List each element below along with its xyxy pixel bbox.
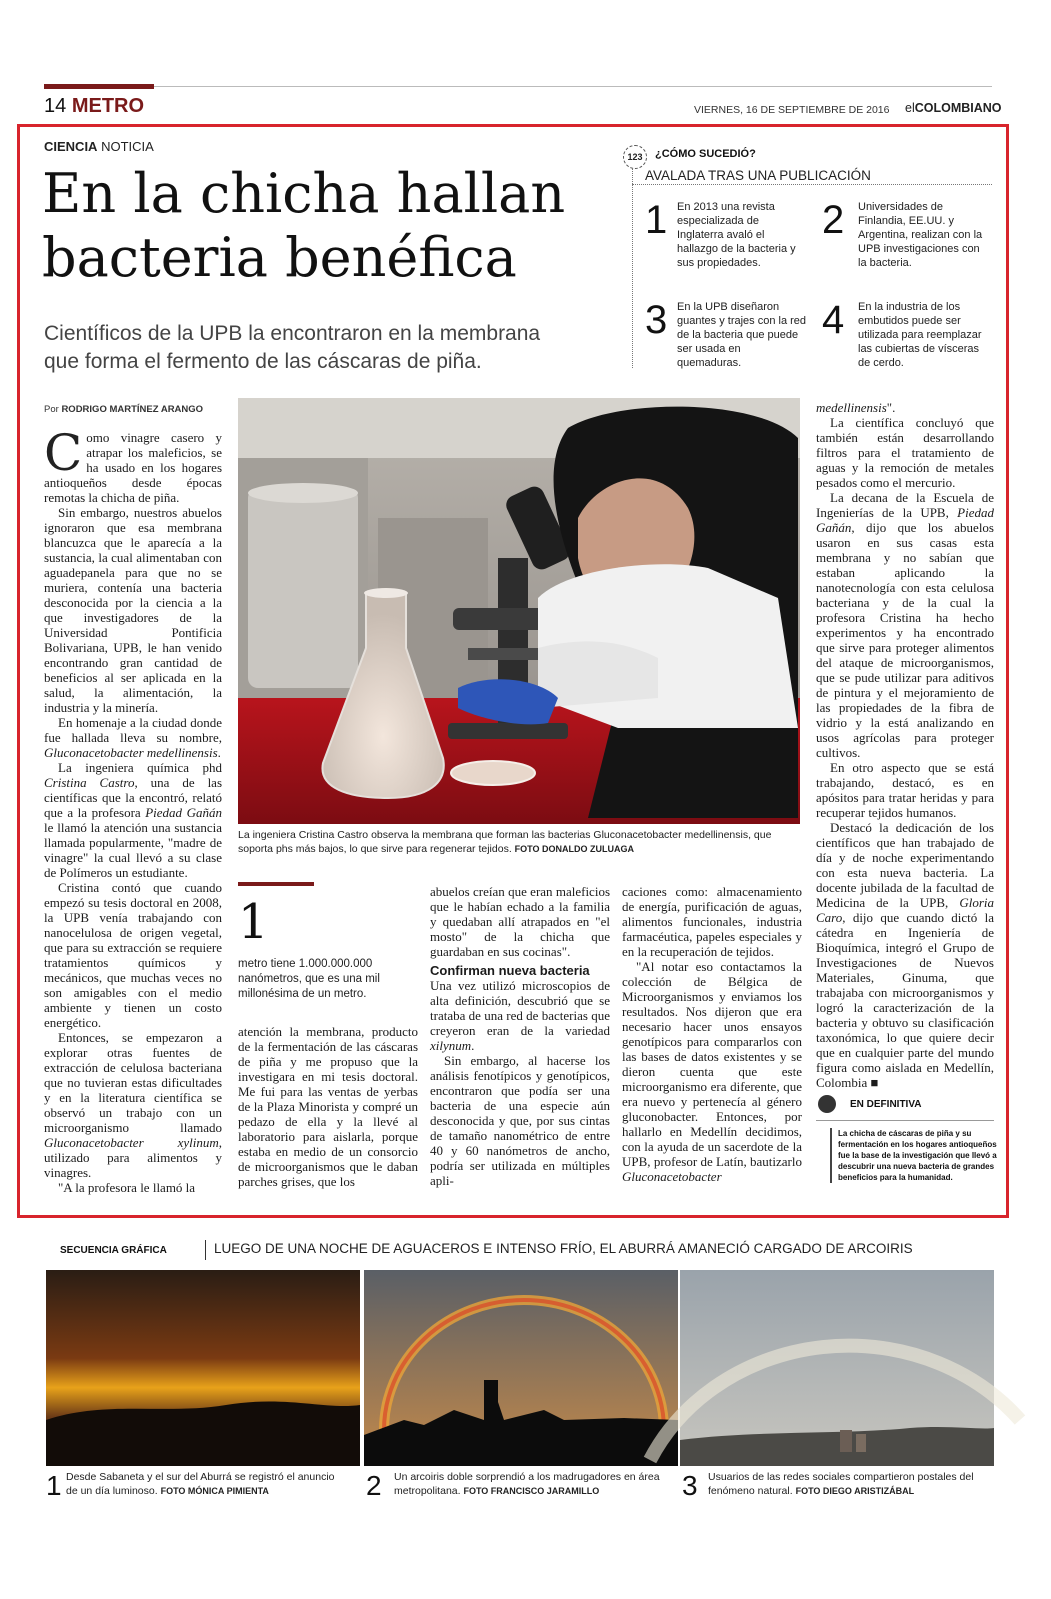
definitiva-rule [816, 1120, 994, 1121]
deck-line-1: Científicos de la UPB la encontraron en la membrana [44, 322, 541, 345]
article-kicker [44, 139, 154, 154]
photo-credit: FOTO MÓNICA PIMIENTA [160, 1486, 269, 1496]
end-mark-icon: ■ [870, 1075, 879, 1090]
paragraph-text: omo vinagre casero y atrapar los maleficios, se ha usado en los hogares antioqueños desde épocas remotas la chicha de piña. [44, 430, 222, 505]
article-column-4 [622, 884, 802, 1204]
paragraph: caciones como: almacenamiento de energía, purificación de aguas, alimentos funcionales, industria farmacéutica, papeles especiales y en la recuperación de tejidos. [622, 884, 802, 959]
sidebar-badge: 123 [623, 145, 647, 169]
page-number: 14 [44, 95, 67, 117]
step-number: 1 [645, 198, 668, 242]
caption-text: Un arcoiris doble sorprendió a los madrugadores en área metropolitana. [394, 1471, 660, 1497]
paragraph [816, 400, 994, 415]
sunrise-photo [46, 1270, 360, 1466]
paragraph-text: , dijo que los abuelos usaron en sus casas esta membrana y no sabían que estaban aplicando la nanotecnología con esta celulosa bacteriana y de la cual la profesora Cristina ha hecho experimentos y ha encontrado que sirve para proteger alimentos del ataque de microorganismos, que se pude utilizar para aditivos de pintura y el mejoramiento de las propiedades de la fibra de vidrio y la está analizando en usos agrícolas para proteger cultivos. [816, 520, 994, 760]
caption-text: Usuarios de las redes sociales compartieron postales del fenómeno natural. [708, 1471, 974, 1497]
step-text: En la industria de los embutidos puede ser utilizada para reemplazar las cubiertas de vísceras de cerdo. [858, 301, 982, 369]
paragraph-text: , una de las científicas que la encontró, relató que a la profesora [44, 775, 223, 820]
rainbow-photo [364, 1270, 678, 1466]
paragraph-text: En homenaje a la ciudad donde fue hallada lleva su nombre, [44, 715, 222, 745]
brand-prefix: el [905, 101, 915, 115]
headline [42, 162, 602, 290]
paragraph: Cristina contó que cuando empezó su tesis doctoral en 2008, la UPB venía trabajando con nanocelulosa de origen vegetal, que para su extracción se requiere tratamientos químicos y mecánicos, que muchas veces no son amigables con el medio ambiente y tienen un costo energético. [44, 880, 222, 1030]
byline-prefix: Por [44, 404, 59, 415]
paragraph [44, 1030, 222, 1180]
lab-photo [238, 398, 800, 824]
definitiva-icon [818, 1095, 836, 1113]
paragraph [622, 959, 802, 1184]
sequence-caption-2 [394, 1470, 666, 1498]
sequence-photo-2 [364, 1270, 678, 1466]
subheading: Confirman nueva bacteria [430, 963, 590, 978]
step-number: 2 [822, 198, 845, 242]
caption-text: Desde Sabaneta y el sur del Aburrá se registró el anuncio de un día luminoso. [66, 1471, 335, 1497]
drop-cap: C [44, 424, 83, 482]
paragraph-text: "Al notar eso contactamos la colección de Bélgica de Microorganismos y enviamos los resultados. Nos dijeron que era necesario hacer unos ensayos genotípicos para compararlos con las bases de datos existentes y se dieron cuenta que este microorganismo era diferente, que era nuevo y pertenecía al género gluconobacter. Entonces, por hallarlo en Medellín decidimos, con la ayuda de un sacerdote de la UPB, profesor de Latín, bautizarlo [622, 959, 802, 1169]
sequence-caption-1 [66, 1470, 338, 1498]
article-column-3 [430, 884, 610, 1204]
issue-date: VIERNES, 16 DE SEPTIEMBRE DE 2016 [694, 104, 890, 116]
kicker-rest: NOTICIA [101, 139, 154, 154]
person-name: Piedad Gañán [816, 505, 994, 535]
person-name: Gloria Caro [816, 895, 994, 925]
paragraph: Sin embargo, nuestros abuelos ignoraron que esa membrana blancuzca que le aparecía a la sustancia, la cual alimentaban con aguadepanela para que no se muriera, contenía una bacteria desconocida por la ciencia a la que investigadores de la Universidad Pontificia Bolivariana, UPB, le han venido encontrando gran cantidad de beneficios al ser aplicada en la salud, la alimentación, la industria y la minería. [44, 505, 222, 715]
kicker-bold: CIENCIA [44, 139, 98, 154]
paragraph-text: Entonces, se empezaron a explorar otras fuentes de extracción de celulosa bacteriana que no tuvieran estas dificultades y en la literatura científica se observó un trabajo con un microorganismo llamado [44, 1030, 222, 1135]
header-rule [44, 86, 992, 87]
paragraph-text: Destacó la dedicación de los científicos que han trabajado de día y de noche experimentando con esta nueva bacteria. La docente jubilada de la facultad de Medicina de la UPB, [816, 820, 994, 910]
paragraph: Sin embargo, al hacerse los análisis fenotípicos y genotípicos, encontraron que podía ser una bacteria de una especie aún desconocida y que, por sus cintas de tamaño nanométrico de entre 40 y 60 nanómetros de ancho, podría ser utilizada en múltiples apli- [430, 1053, 610, 1188]
person-name: Piedad Gañán [145, 805, 222, 820]
article-column-1 [44, 424, 223, 1200]
sidebar-divider [632, 184, 992, 185]
step-text: En la UPB diseñaron guantes y trajes con la red de la bacteria que puede ser usada en quemaduras. [677, 301, 807, 369]
photo-caption [238, 828, 798, 856]
headline-line-2: bacteria benéfica [42, 226, 517, 289]
photo-credit: FOTO DONALDO ZULUAGA [514, 844, 634, 854]
paragraph: "A la profesora le llamó la [58, 1180, 196, 1195]
fact-text: metro tiene 1.000.000.000 nanómetros, que es una mil millonésima de un metro. [238, 958, 380, 1000]
fact-rule [238, 882, 314, 886]
sequence-photo-3 [680, 1270, 994, 1466]
sequence-caption-3 [708, 1470, 980, 1498]
person-name: Cristina Castro [44, 775, 135, 790]
species-name: Gluconacetobacter medellinensis [44, 745, 218, 760]
paragraph [44, 424, 222, 505]
step-text: Universidades de Finlandia, EE.UU. y Argentina, realizan con la UPB investigaciones con la bacteria. [858, 201, 983, 269]
brand-name: COLOMBIANO [914, 101, 1002, 115]
paragraph: En otro aspecto que se está trabajando, destacó, es en apósitos para tratar heridas y para recuperar tejidos humanos. [816, 760, 994, 820]
species-name: Gluconacetobacter [622, 1169, 722, 1184]
city-rainbow-photo [680, 1270, 994, 1466]
paragraph-text: le llamó la atención una sustancia llamada popularmente, "madre de vinagre" la cual llevó a su clase de Polímeros un estudiante. [44, 820, 222, 880]
paragraph-text: La ingeniera química phd [58, 760, 222, 775]
paragraph [816, 820, 994, 1090]
paragraph-text: Una vez utilizó microscopios de alta definición, descubrió que se trataba de una red de bacterias que creyeron eran de la variedad [430, 978, 610, 1038]
headline-line-1: En la chicha hallan [42, 162, 566, 225]
step-number: 3 [645, 298, 668, 342]
paragraph: abuelos creían que eran maleficios que le habían echado a la familia y quedaban allí atrapados en "el mosto" de la chicha que guardaban en sus cocinas". [430, 884, 610, 959]
sequence-number-3: 3 [682, 1470, 698, 1501]
step-number: 4 [822, 298, 845, 342]
deck-line-2: que forma el fermento de las cáscaras de piña. [44, 350, 482, 373]
caption-text: La ingeniera Cristina Castro observa la membrana que forman las bacterias Gluconacetobacter medellinensis, que soporta phs más bajos, lo que sirve para regenerar tejidos. [238, 829, 772, 855]
article-column-2 [238, 1024, 418, 1204]
step-text: En 2013 una revista especializada de Inglaterra avaló el hallazgo de la bacteria y sus propiedades. [677, 201, 796, 269]
page-header-section [44, 95, 144, 118]
sequence-number-2: 2 [366, 1470, 382, 1501]
sidebar-title: ¿CÓMO SUCEDIÓ? [655, 148, 756, 160]
sequence-divider [205, 1240, 206, 1260]
paragraph-text: , dijo que cuando dictó la cátedra en Ingeniería de Bioquímica, integró el Grupo de Investigaciones de Nuevos Materiales, Ginuma, que trabajaba con microorganismos y logró la caracterización de la bacteria y obtuvo su clasificación taxonómica, lo que quiere decir que en cualquier parte del mundo figura como aislada en Medellín, Colombia [816, 910, 994, 1090]
newspaper-brand [905, 101, 1002, 115]
paragraph: La científica concluyó que también están desarrollando filtros para el tratamiento de aguas y la remoción de metales pesados como el mercurio. [816, 415, 994, 490]
sequence-number-1: 1 [46, 1470, 62, 1501]
species-name: xilynum [430, 1038, 472, 1053]
species-name: medellinensis [816, 400, 887, 415]
sidebar-vertical-rule [632, 168, 633, 368]
paragraph [816, 490, 994, 760]
lab-photo-illustration [238, 398, 800, 824]
fact-number: 1 [238, 894, 269, 950]
sidebar-subtitle: AVALADA TRAS UNA PUBLICACIÓN [645, 168, 871, 183]
article-column-5 [816, 400, 994, 1090]
header-accent-bar [44, 84, 154, 89]
sequence-kicker: SECUENCIA GRÁFICA [60, 1245, 167, 1256]
article-deck [44, 320, 614, 376]
definitiva-text: La chicha de cáscaras de piña y su fermentación en los hogares antioqueños fue la base de la investigación que llevó a descubrir una nueva bacteria de grandes beneficios para la humanidad. [830, 1128, 1002, 1183]
photo-credit: FOTO FRANCISCO JARAMILLO [463, 1486, 600, 1496]
paragraph [44, 760, 222, 880]
section-name: METRO [71, 95, 145, 117]
definitiva-title: EN DEFINITIVA [850, 1099, 922, 1110]
byline [44, 404, 203, 415]
paragraph-text: , utilizado para alimentos y vinagres. [44, 1135, 222, 1180]
paragraph-text: La decana de la Escuela de Ingenierías de la UPB, [816, 490, 994, 520]
paragraph: atención la membrana, producto de la fermentación de las cáscaras de piña y me propuso que la investigara en mi tesis doctoral. Me fui para las ventas de yerbas de la Plaza Minorista y compré un pedazo de ella y la llevé al laboratorio para aislarla, porque estaba en medio de un consorcio de microorganismos que le daban parches grises, que los [238, 1024, 418, 1189]
species-name: Gluconacetobacter xylinum [44, 1135, 219, 1150]
paragraph: Una vez utilizó microscopios de alta definición, descubrió que se trataba de una red de bacterias que creyeron eran de la variedad xilynum. [430, 978, 610, 1053]
paragraph-text: ". [886, 400, 896, 415]
byline-author: RODRIGO MARTÍNEZ ARANGO [61, 404, 204, 415]
sequence-photo-1 [46, 1270, 360, 1466]
photo-credit: FOTO DIEGO ARISTIZÁBAL [795, 1486, 915, 1496]
paragraph: En homenaje a la ciudad donde fue hallada lleva su nombre, Gluconacetobacter medellinensis. [44, 715, 222, 760]
sequence-title: LUEGO DE UNA NOCHE DE AGUACEROS E INTENSO FRÍO, EL ABURRÁ AMANECIÓ CARGADO DE ARCOIRIS [214, 1241, 913, 1256]
